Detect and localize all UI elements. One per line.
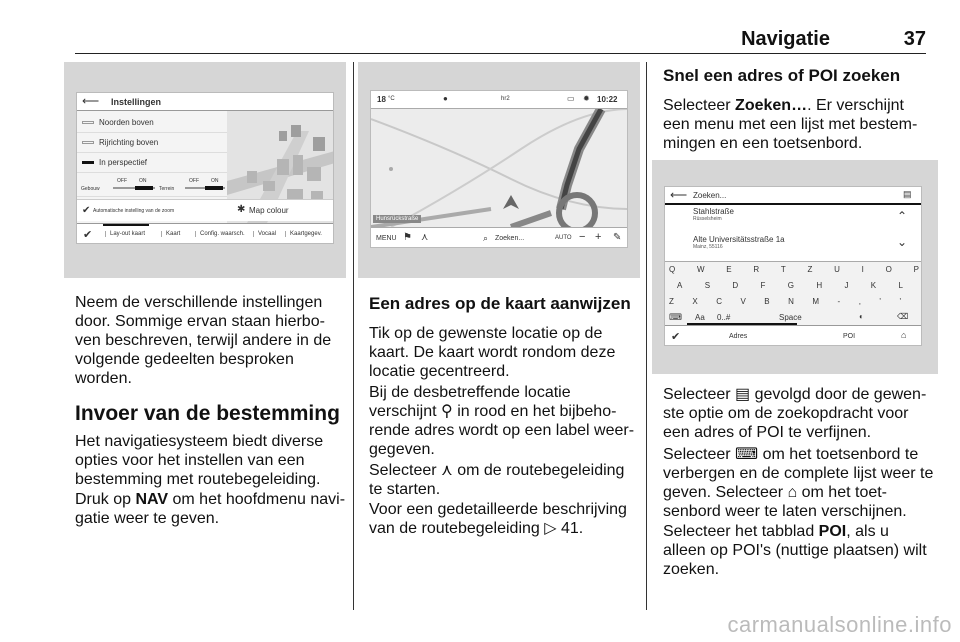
search-screenshot [652,160,938,374]
keyboard-key[interactable]: A [677,281,683,290]
filter-icon[interactable]: ▤ [903,189,912,199]
edit-icon[interactable]: ✎ [613,232,622,243]
start-guidance-icon[interactable]: ⋏ [421,232,429,243]
col2-paragraph-1: Tik op de gewenste locatie op de kaart. De kaart wordt rondom deze locatie gecentreerd. [369,325,616,380]
keyboard-key[interactable]: Z [807,265,813,274]
toggle-row: Gebouw OFF ON Terrein OFF ON [77,175,227,197]
keyboard-key[interactable]: W [696,265,705,274]
col3-paragraph-1: Selecteer Zoeken…. Er verschijnt een menu met een lijst met bestem-mingen en een toetsenbord. [663,97,918,152]
tab-indicator [687,323,797,325]
col2-paragraph-3: Selecteer ⋏ om de routebegeleiding te starten. [369,462,625,498]
zoom-out-icon[interactable]: − [579,231,586,243]
search-icon[interactable]: ⌕ [483,233,489,243]
keyboard-key[interactable]: ' [879,297,881,306]
keyboard-key[interactable]: C [716,297,722,306]
keyboard-key[interactable]: H [816,281,823,290]
col3-paragraph-2: Selecteer ▤ gevolgd door de gewen-ste optie om de zoekopdracht voor een adres of POI te verfijnen. [663,386,927,441]
col1-paragraph-2: Het navigatiesysteem biedt diverse opties voor het instellen van een bestemming met routebegeleiding. [75,433,324,488]
page-number: 37 [903,28,926,50]
keyboard-row [677,281,903,290]
voice-icon[interactable]: ◐ [859,312,864,321]
keyboard-key[interactable]: - [837,297,841,306]
search-tab-bar [665,325,922,346]
keyboard-key[interactable]: , [858,297,861,306]
column-divider [646,62,647,610]
nav-keyword: NAV [135,491,169,508]
keyboard-key[interactable]: V [740,297,746,306]
zoom-in-icon[interactable]: + [595,231,602,243]
page-header [75,28,926,54]
zoom-row[interactable]: ✔ Automatische instelling van de zoom ✱ Map colour [77,199,334,221]
flag-icon[interactable]: ⚑ [403,232,412,243]
backspace-icon[interactable]: ⌫ [897,312,909,321]
checkmark-icon: ✔ [82,205,91,216]
keyboard-key[interactable]: M [812,297,820,306]
tab-config[interactable]: Config. waarsch. [195,231,245,237]
keyboard-key[interactable]: ' [899,297,901,306]
keyboard-key[interactable]: G [787,281,794,290]
keyboard-key[interactable]: K [870,281,877,290]
settings-screenshot [64,62,346,278]
map-bottom-bar: MENU ⚑ ⋏ ⌕ Zoeken... AUTO − + ✎ [371,227,628,248]
keyboard-key[interactable]: O [885,265,892,274]
space-key[interactable]: Space [779,313,802,322]
keyboard-key[interactable]: P [913,265,919,274]
selected-orientation-icon [82,161,94,164]
keyboard-row [669,265,919,274]
keyboard [665,261,922,325]
list-item[interactable]: Noorden boven [77,113,227,133]
col3-paragraph-4: Selecteer het tabblad POI, als u alleen op POI's (nuttige plaatsen) wilt zoeken. [663,523,927,578]
back-arrow-icon[interactable]: ⟵ [670,188,688,202]
zoeken-keyword: Zoeken… [735,97,808,114]
poi-keyword: POI [818,523,847,540]
keyboard-key[interactable]: E [726,265,732,274]
page-title: Navigatie [741,28,830,50]
search-bar [665,187,922,205]
list-item[interactable]: Rijrichting boven [77,133,227,153]
col2-paragraph-2: Bij de desbetreffende locatie verschijnt ⚲ in rood en het bijbeho-rende adres wordt op een label weer-gegeven. [369,384,635,458]
col2-heading: Een adres op de kaart aanwijzen [369,294,631,313]
tab-kaartgegev[interactable]: Kaartgegev. [285,231,322,237]
col1-paragraph-1: Neem de verschillende instellingen door. Sommige ervan staan hierbo-ven beschreven, terwijl andere in de volgende gedeelten besproken worden. [75,294,332,387]
keyboard-key[interactable]: R [753,265,760,274]
orientation-icon [82,141,94,144]
map-screenshot [358,62,640,278]
message-icon: ▭ [567,94,575,103]
hide-keyboard-icon[interactable]: ⌨ [669,312,682,322]
col2-paragraph-4: Voor een gedetailleerde beschrijving van de routebegeleiding ▷ 41. [369,501,627,537]
keyboard-key[interactable]: F [760,281,766,290]
confirm-check-icon[interactable]: ✔ [83,229,93,241]
settings-gear-icon[interactable]: ✹ [583,94,590,103]
list-item[interactable]: In perspectief [77,153,227,173]
keyboard-key[interactable]: N [788,297,794,306]
col3-heading: Snel een adres of POI zoeken [663,66,901,85]
keyboard-key[interactable]: Z [669,297,674,306]
col1-paragraph-3: Druk op NAV om het hoofdmenu navi-gatie weer te geven. [75,491,346,527]
result-item[interactable]: Alte Universitätsstraße 1a Mainz, 55116 [693,235,785,250]
keyboard-key[interactable]: J [844,281,849,290]
tab-kaart[interactable]: Kaart [161,231,180,237]
col3-paragraph-3: Selecteer ⌨ om het toetsenbord te verbergen en de complete lijst weer te geven. Selecteer ⌂ om het toet-senbord weer te laten verschijnen. [663,446,934,520]
column-divider [353,62,354,610]
result-item[interactable]: Stahlstraße Rüsselsheim [693,207,734,222]
keyboard-key[interactable]: D [732,281,739,290]
keyboard-key[interactable]: Q [669,265,676,274]
scroll-down-icon[interactable]: ⌄ [897,235,908,249]
keyboard-row [669,297,901,306]
keyboard-toggle-icon[interactable]: ⌂ [901,330,907,340]
tab-adres[interactable]: Adres [729,333,748,340]
confirm-check-icon[interactable]: ✔ [671,331,681,343]
screen-title: Instellingen [111,97,162,107]
tab-indicator [103,224,149,226]
toggle-knob[interactable] [205,186,223,190]
status-bar: 18 °C ● hr2 ▭ ✹ 10:22 [371,91,628,109]
back-arrow-icon[interactable]: ⟵ [82,94,100,108]
keyboard-key[interactable]: U [834,265,840,274]
tab-vocaal[interactable]: Vocaal [253,231,276,237]
keyboard-key[interactable]: L [898,281,903,290]
scroll-up-icon[interactable]: ⌃ [897,209,908,223]
search-input[interactable]: Zoeken... [693,191,727,200]
location-icon: ● [443,94,448,103]
tab-poi[interactable]: POI [843,333,856,340]
keyboard-key[interactable]: I [861,265,864,274]
keyboard-key[interactable]: B [764,297,770,306]
sun-icon: ✱ [237,204,246,215]
route-map[interactable] [371,109,628,227]
orientation-icon [82,121,94,124]
tab-bar [77,223,334,244]
street-label: Hunsrückstraße [373,215,421,223]
keyboard-key[interactable]: S [704,281,711,290]
keyboard-bottom-row: ⌨ Aa 0..# Space ◐ ⌫ [669,312,909,322]
col1-heading: Invoer van de bestemming [75,402,340,425]
keyboard-key[interactable]: T [780,265,786,274]
toggle-knob[interactable] [135,186,153,190]
watermark: carmanualsonline.info [727,612,952,637]
tab-layout[interactable]: Lay-out kaart [105,231,145,237]
keyboard-key[interactable]: X [692,297,698,306]
